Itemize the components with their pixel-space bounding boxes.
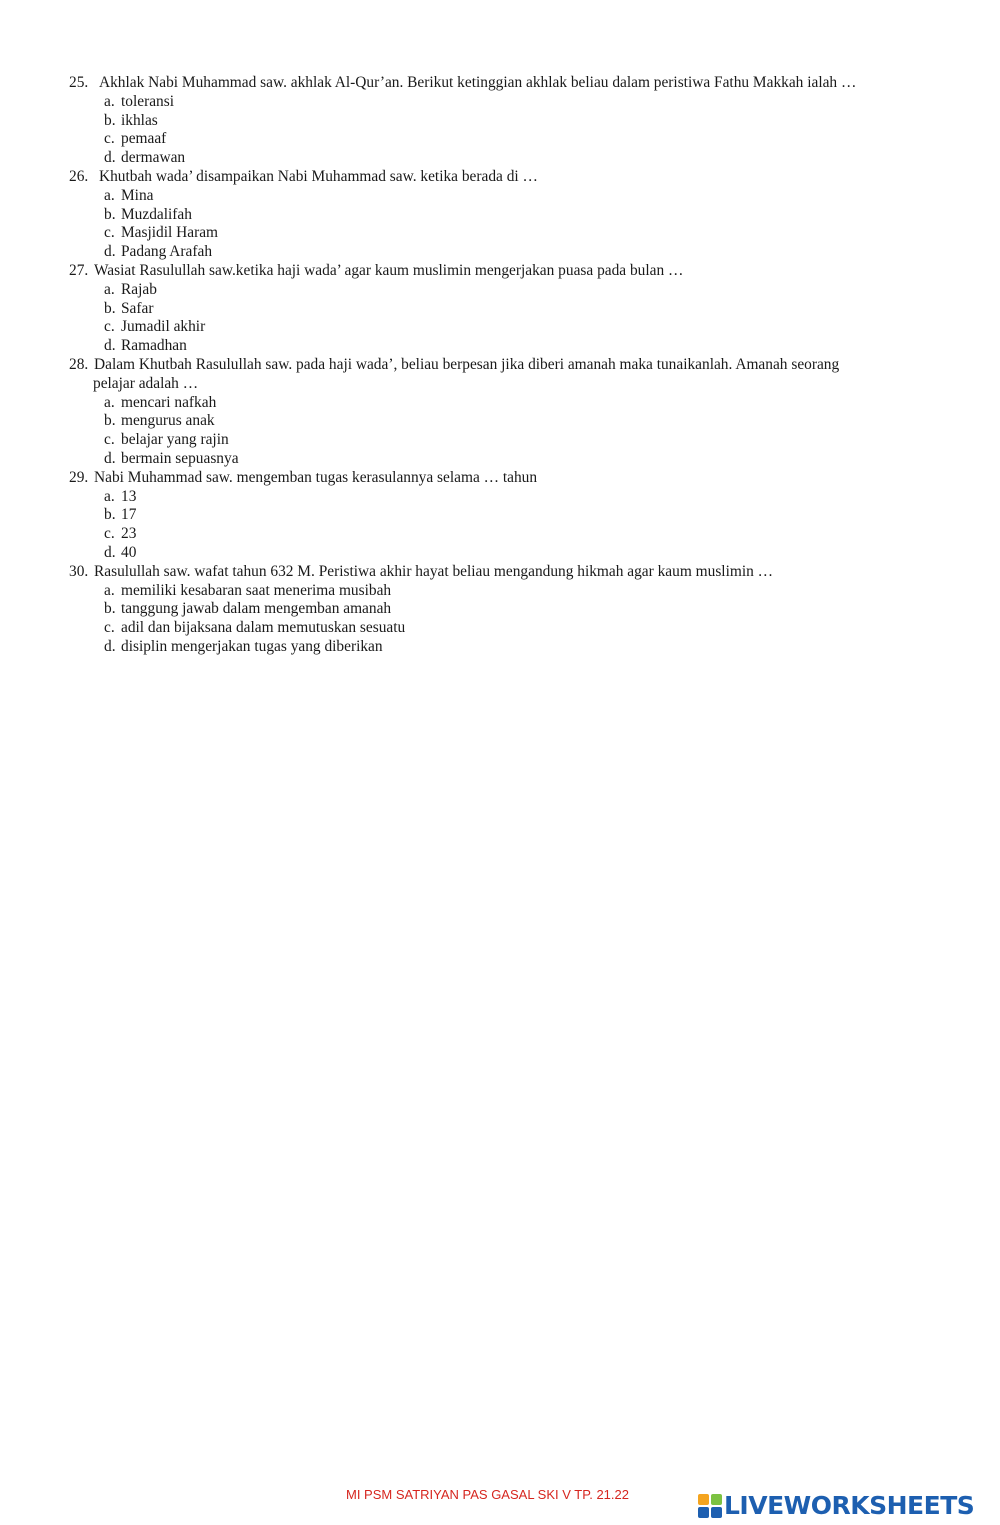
answer-options <box>69 582 929 657</box>
option-c[interactable] <box>104 130 929 149</box>
option-a[interactable] <box>104 488 929 507</box>
question-text: Akhlak Nabi Muhammad saw. akhlak Al-Qur’an. Berikut ketinggian akhlak beliau dalam peristiwa Fathu Makkah ialah … <box>99 74 857 91</box>
option-letter: a. <box>104 581 115 599</box>
liveworksheets-logo-icon <box>698 1494 722 1518</box>
footer-caption: MI PSM SATRIYAN PAS GASAL SKI V TP. 21.22 <box>346 1487 629 1502</box>
question-line <box>69 74 929 93</box>
option-text: memiliki kesabaran saat menerima musibah <box>121 581 392 599</box>
option-letter: b. <box>104 600 116 618</box>
option-text: adil dan bijaksana dalam memutuskan sesuatu <box>121 619 406 637</box>
brand-wordmark: LIVEWORKSHEETS <box>724 1491 975 1520</box>
option-d[interactable] <box>104 149 929 168</box>
question-text: Wasiat Rasulullah saw.ketika haji wada’ agar kaum muslimin mengerjakan puasa pada bulan … <box>94 261 684 279</box>
option-letter: d. <box>104 149 116 167</box>
option-text: mengurus anak <box>121 412 215 430</box>
question-text-continuation: pelajar adalah … <box>93 374 199 392</box>
option-text: Mina <box>121 186 154 204</box>
option-letter: a. <box>104 280 115 298</box>
option-letter: d. <box>104 449 116 467</box>
question-line <box>69 168 929 187</box>
option-letter: b. <box>104 111 116 129</box>
question-26 <box>69 168 929 262</box>
option-text: Masjidil Haram <box>121 224 219 242</box>
option-a[interactable] <box>104 187 929 206</box>
option-c[interactable] <box>104 318 929 337</box>
option-d[interactable] <box>104 544 929 563</box>
option-c[interactable] <box>104 619 929 638</box>
option-text: tanggung jawab dalam mengemban amanah <box>121 600 392 618</box>
option-text: Muzdalifah <box>121 205 192 223</box>
option-letter: b. <box>104 299 116 317</box>
question-text: Nabi Muhammad saw. mengemban tugas kerasulannya selama … tahun <box>94 468 538 486</box>
worksheet-content <box>69 74 929 657</box>
option-letter: a. <box>104 186 115 204</box>
question-text: Rasulullah saw. wafat tahun 632 M. Peristiwa akhir hayat beliau mengandung hikmah agar kaum muslimin … <box>94 562 774 580</box>
question-text: Khutbah wada’ disampaikan Nabi Muhammad saw. ketika berada di … <box>99 167 538 185</box>
logo-tile-1 <box>698 1494 709 1505</box>
question-line <box>69 356 929 375</box>
option-text: 23 <box>121 525 137 543</box>
option-text: Ramadhan <box>121 337 187 355</box>
answer-options <box>69 187 929 262</box>
option-letter: c. <box>104 525 115 543</box>
option-a[interactable] <box>104 281 929 300</box>
option-a[interactable] <box>104 394 929 413</box>
option-c[interactable] <box>104 431 929 450</box>
option-text: dermawan <box>121 149 186 167</box>
option-b[interactable] <box>104 412 929 431</box>
logo-tile-4 <box>711 1507 722 1518</box>
question-line <box>69 563 929 582</box>
option-b[interactable] <box>104 206 929 225</box>
option-text: 40 <box>121 543 137 561</box>
liveworksheets-brand <box>698 1492 974 1520</box>
option-letter: d. <box>104 337 116 355</box>
option-text: 17 <box>121 506 137 524</box>
question-27 <box>69 262 929 356</box>
option-a[interactable] <box>104 93 929 112</box>
answer-options <box>69 93 929 168</box>
option-c[interactable] <box>104 525 929 544</box>
option-letter: c. <box>104 431 115 449</box>
option-a[interactable] <box>104 582 929 601</box>
option-c[interactable] <box>104 224 929 243</box>
option-text: toleransi <box>121 92 174 110</box>
option-letter: c. <box>104 318 115 336</box>
option-text: Rajab <box>121 280 157 298</box>
option-b[interactable] <box>104 600 929 619</box>
option-text: Safar <box>121 299 154 317</box>
option-b[interactable] <box>104 506 929 525</box>
answer-options <box>69 488 929 563</box>
question-number: 30. <box>69 562 89 580</box>
option-letter: b. <box>104 205 116 223</box>
logo-tile-3 <box>698 1507 709 1518</box>
option-text: belajar yang rajin <box>121 431 229 449</box>
option-letter: c. <box>104 619 115 637</box>
option-letter: a. <box>104 92 115 110</box>
option-d[interactable] <box>104 243 929 262</box>
option-text: pemaaf <box>121 130 167 148</box>
question-number: 25. <box>69 74 89 91</box>
question-25 <box>69 74 929 168</box>
question-30 <box>69 563 929 657</box>
option-d[interactable] <box>104 450 929 469</box>
option-text: Jumadil akhir <box>121 318 206 336</box>
option-letter: d. <box>104 543 116 561</box>
option-text: ikhlas <box>121 111 158 129</box>
option-letter: c. <box>104 130 115 148</box>
answer-options <box>69 394 929 469</box>
option-letter: b. <box>104 412 116 430</box>
option-letter: a. <box>104 393 115 411</box>
option-b[interactable] <box>104 300 929 319</box>
question-number: 29. <box>69 468 89 486</box>
option-letter: d. <box>104 637 116 655</box>
option-text: bermain sepuasnya <box>121 449 239 467</box>
question-text: Dalam Khutbah Rasulullah saw. pada haji wada’, beliau berpesan jika diberi amanah maka tunaikanlah. Amanah seorang <box>94 355 840 373</box>
option-letter: d. <box>104 243 116 261</box>
question-28 <box>69 356 929 469</box>
question-number: 27. <box>69 261 89 279</box>
option-letter: c. <box>104 224 115 242</box>
option-d[interactable] <box>104 337 929 356</box>
question-line <box>69 262 929 281</box>
question-29 <box>69 469 929 563</box>
option-text: mencari nafkah <box>121 393 217 411</box>
question-number: 26. <box>69 167 89 185</box>
option-text: disiplin mengerjakan tugas yang diberikan <box>121 637 383 655</box>
question-number: 28. <box>69 355 89 373</box>
logo-tile-2 <box>711 1494 722 1505</box>
question-line <box>69 469 929 488</box>
option-letter: a. <box>104 487 115 505</box>
option-text: Padang Arafah <box>121 243 213 261</box>
answer-options <box>69 281 929 356</box>
option-text: 13 <box>121 487 137 505</box>
option-letter: b. <box>104 506 116 524</box>
option-b[interactable] <box>104 112 929 131</box>
option-d[interactable] <box>104 638 929 657</box>
